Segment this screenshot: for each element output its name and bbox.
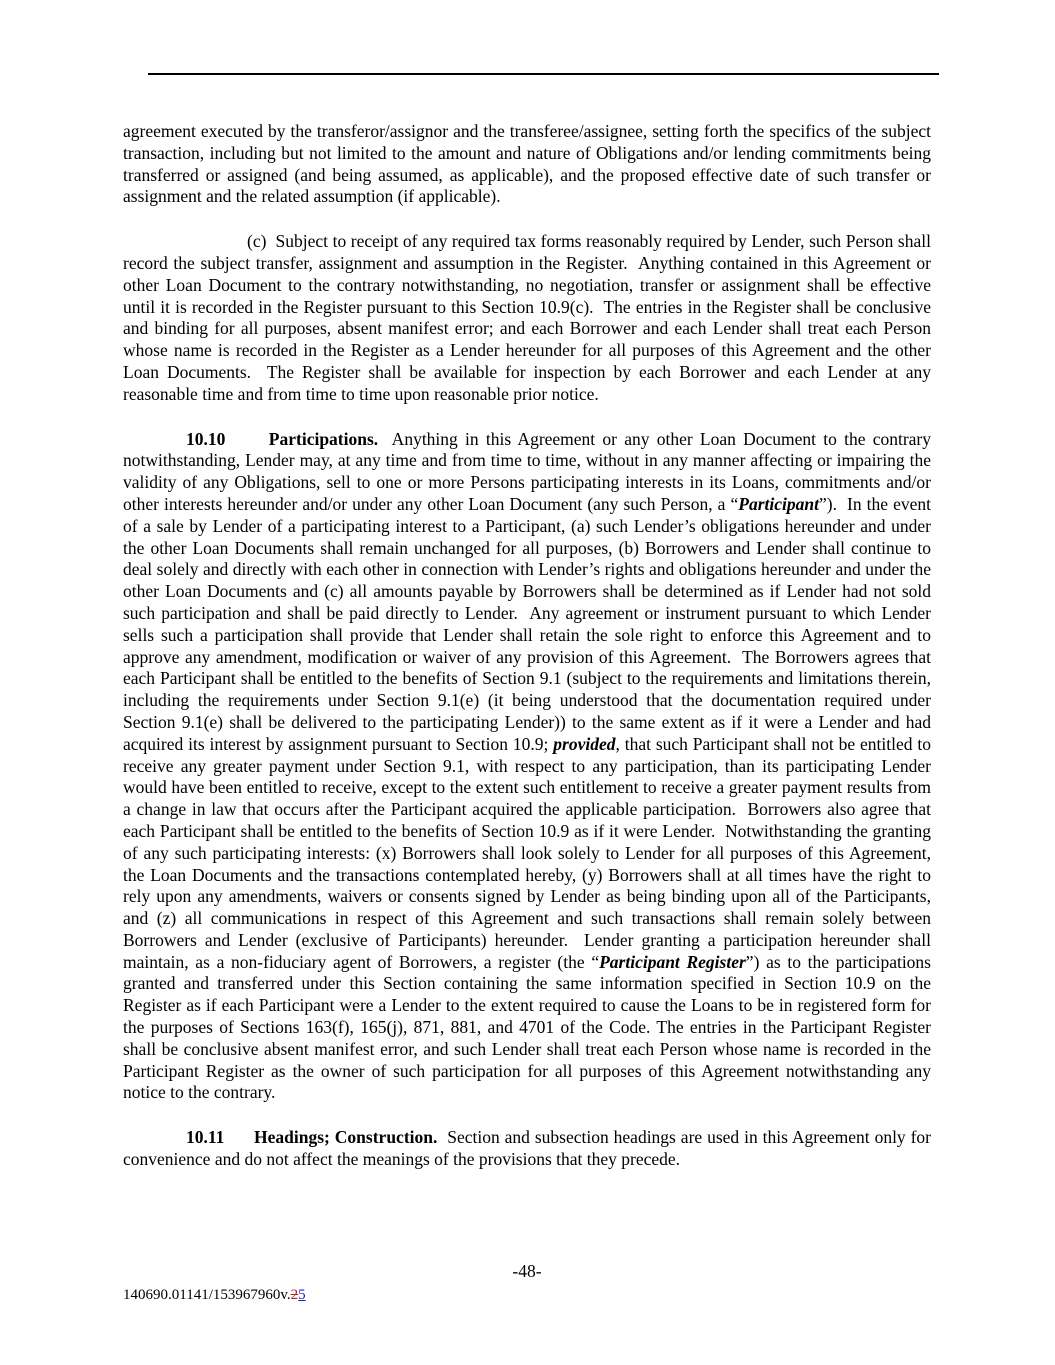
text-run: 10.10 xyxy=(186,428,226,449)
text-run: Section and subsection headings are used in this Agreement only for convenience and do not affect the meanings of the provisions that they precede. xyxy=(123,1127,932,1170)
paragraph-section-10-10 xyxy=(123,429,931,1105)
text-run: Participant xyxy=(738,493,819,514)
text-run: ”). In the event of a sale by Lender of a participating interest to a Participant, (a) such Lender’s obligations hereunder and under the other Loan Documents shall remain unchanged for all purposes, (b) Borrowers and Lender shall continue to deal solely and directly with each other in connection with Lender’s rights and obligations hereunder and under the other Loan Documents and (c) all amounts payable by Borrowers shall be determined as if Lender had not sold such participation and shall be paid directly to Lender. Any agreement or instrument pursuant to which Lender sells such a participation shall provide that Lender shall retain the sole right to enforce this Agreement and to approve any amendment, modification or waiver of any provision of this Agreement. The Borrowers agrees that each Participant shall be entitled to the benefits of Section 9.1 (subject to the requirements and limitations therein, including the requirements under Section 9.1(e) (it being understood that the documentation required under Section 9.1(e) shall be delivered to the participating Lender)) to the same extent as if it were a Lender and had acquired its interest by assignment pursuant to Section 10.9; xyxy=(123,493,931,754)
page-number: -48- xyxy=(512,1261,542,1281)
text-run: , that such Participant shall not be entitled to receive any greater payment under Section 9.1, with respect to any participation, than its participating Lender would have been entitled to receive, except to the extent such entitlement to receive a greater payment results from a change in law that occurs after the Participant acquired the applicable participation. Borrowers also agree that each Participant shall be entitled to the benefits of Section 10.9 as if it were Lender. Notwithstanding the granting of any such participating interests: (x) Borrowers shall look solely to Lender for all purposes of this Agreement, the Loan Documents and the transactions contemplated hereby, (y) Borrowers shall at all times have the right to rely upon any amendments, waivers or consents signed by Lender as being binding upon all of the Participants, and (z) all communications in respect of this Agreement and such transactions shall remain solely between Borrowers and Lender (exclusive of Participants) hereunder. Lender granting a participation hereunder shall maintain, as a non-fiduciary agent of Borrowers, a register (the “ xyxy=(123,733,932,972)
text-run: (c) Subject to receipt of any required tax forms reasonably required by Lender, such Person shall record the subject transfer, assignment and assumption in the Register. Anything contained in this Agreement or other Loan Document to the contrary notwithstanding, no negotiation, transfer or assignment shall be effective until it is recorded in the Register pursuant to this Section 10.9(c). The entries in the Register shall be conclusive and binding for all purposes, absent manifest error; and each Borrower and each Lender shall treat each Person whose name is recorded in the Register as a Lender hereunder for all purposes of this Agreement and the other Loan Documents. The Register shall be available for inspection by each Borrower and each Lender at any reasonable time and from time to time upon reasonable prior notice. xyxy=(123,231,931,404)
text-run: provided xyxy=(553,733,616,754)
paragraph-continuation xyxy=(123,121,931,208)
paragraph-section-10-11 xyxy=(123,1127,931,1171)
text-run: 10.11 xyxy=(186,1127,225,1148)
text-run xyxy=(225,429,268,449)
text-run: agreement executed by the transferor/assignor and the transferee/assignee, setting forth the specifics of the subject transaction, including but not limited to the amount and nature of Obligations and/or lending commitments being transferred or assigned (and being assumed, as applicable), and the proposed effective date of such transfer or assignment and the related assumption (if applicable). xyxy=(123,121,931,207)
text-run: 2 xyxy=(290,1287,299,1303)
header-rule xyxy=(148,73,939,75)
text-run: Participant Register xyxy=(599,951,746,972)
text-run: Participations. xyxy=(268,428,379,449)
paragraph-subsection-c xyxy=(123,231,931,405)
text-run: Headings; Construction. xyxy=(254,1127,438,1148)
text-run: 5 xyxy=(298,1287,306,1303)
text-run xyxy=(224,1127,254,1147)
text-run: 140690.01141/153967960v. xyxy=(123,1287,291,1303)
document-body xyxy=(123,121,931,1194)
doc-id xyxy=(123,1286,306,1305)
text-run: Anything in this Agreement or any other Loan Document to the contrary notwithstanding, Lender may, at any time and from time to time, without in any manner affecting or impairing the validity of any Obligations, sell to one or more Persons participating interests in its Loans, commitments and/or other interests hereunder and/or under any other Loan Document (any such Person, a “ xyxy=(123,428,931,514)
text-run: ”) as to the participations granted and transferred under this Section containing the same information specified in Section 10.9 on the Register as if each Participant were a Lender to the extent required to cause the Loans to be in registered form for the purposes of Sections 163(f), 165(j), 871, 881, and 4701 of the Code. The entries in the Participant Register shall be conclusive absent manifest error, and such Lender shall treat each Person whose name is recorded in the Participant Register as the owner of such participation for all purposes of this Agreement notwithstanding any notice to the contrary. xyxy=(123,951,931,1103)
